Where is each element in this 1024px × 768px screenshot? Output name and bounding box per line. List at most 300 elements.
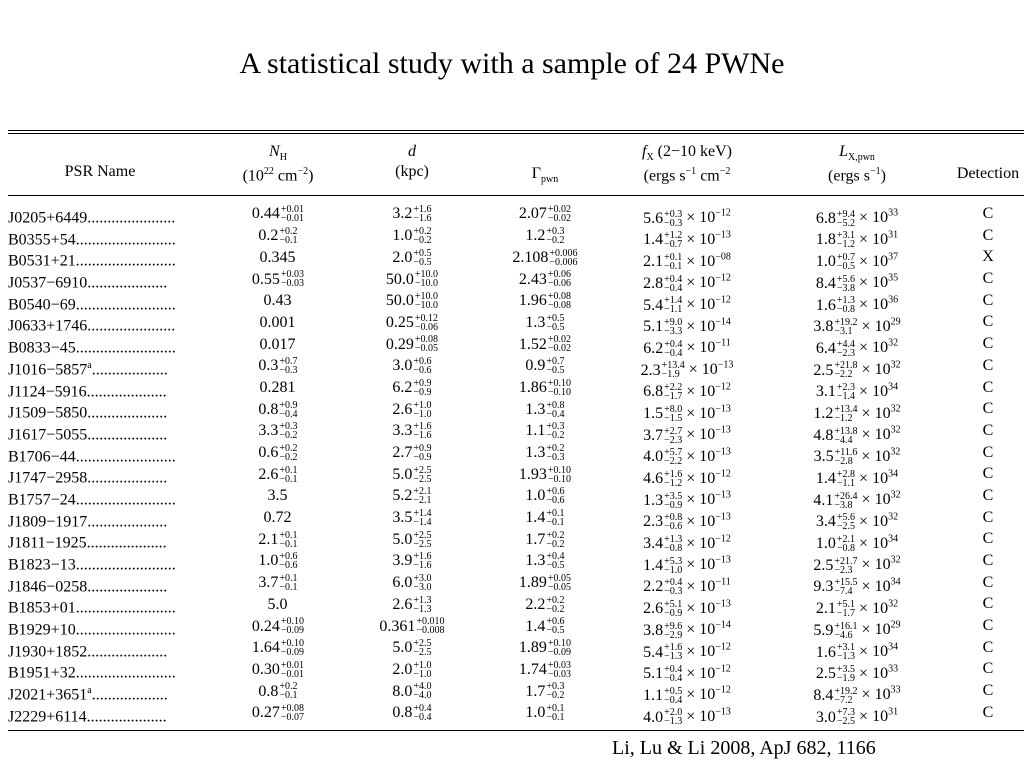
fx-power: × $10^{-14}$: [682, 316, 731, 335]
psr-name-cell: [8, 702, 198, 724]
gamma-error: [546, 422, 564, 440]
fx-value: 1.1: [643, 686, 664, 704]
fx-error-plus: +2.7: [664, 425, 683, 437]
lx-value: 1.4: [815, 470, 836, 488]
table-top-rule-double: [8, 133, 1024, 134]
psr-name: B0355+54: [8, 231, 76, 247]
fx-value: 2.1: [643, 253, 664, 271]
lx-value: 3.5: [813, 448, 834, 466]
fx-exponent: −13: [715, 403, 731, 415]
distance-error: [415, 314, 438, 332]
fx-exponent: −11: [715, 338, 731, 350]
lx-exponent: 29: [890, 620, 901, 632]
fx-error-minus: −0.9: [664, 608, 683, 620]
gamma-error-minus: −0.02: [547, 213, 572, 225]
distance-cell: [362, 528, 462, 550]
nh-error-plus: +0.1: [279, 529, 298, 541]
nh-error-minus: −0.1: [279, 582, 298, 594]
fx-cell: [612, 225, 762, 251]
header-lx-symbol: L: [839, 143, 848, 160]
distance-error-plus: +4.0: [413, 681, 432, 693]
fx-cell: [612, 507, 762, 533]
fx-error-minus: −2.9: [664, 629, 683, 641]
lx-cell: [782, 658, 932, 685]
gamma-error-minus: −0.03: [547, 668, 572, 680]
lx-error-plus: +16.1: [834, 620, 858, 632]
gamma-value: 1.89: [518, 639, 547, 657]
distance-cell: [362, 442, 462, 464]
distance-value: 50.0: [385, 270, 414, 288]
header-nh-unit-c: ): [308, 167, 314, 185]
fx-cell: [612, 311, 762, 338]
lx-power: × $10^{32}$: [857, 424, 901, 444]
lx-power: × $10^{32}$: [857, 555, 901, 574]
fx-error-minus: −0.3: [664, 586, 683, 598]
psr-name-cell: [8, 398, 198, 420]
distance-cell: [362, 377, 462, 399]
fx-exponent: −13: [715, 511, 731, 523]
distance-value: 5.0: [392, 465, 413, 483]
lx-error-minus: −2.5: [836, 521, 856, 533]
nh-error: [281, 639, 304, 657]
gamma-cell: [490, 246, 600, 268]
distance-cell: [362, 658, 462, 680]
lx-cell: [782, 398, 932, 424]
nh-cell: [228, 550, 328, 572]
distance-cell: [362, 420, 462, 442]
lx-cell: [782, 225, 932, 251]
table-row: [0, 246, 1024, 273]
fx-error-plus: +0.4: [664, 273, 683, 285]
gamma-error-minus: −0.10: [547, 386, 572, 398]
lx-exponent: 33: [888, 208, 899, 219]
fx-error-minus: −1.9: [661, 369, 680, 381]
nh-cell: [228, 377, 328, 399]
gamma-error-plus: +0.08: [547, 291, 572, 303]
nh-error-minus: −0.09: [280, 625, 305, 637]
fx-power: × $10^{-13}$: [682, 229, 731, 249]
nh-value: 0.017: [259, 335, 296, 353]
table-top-rule: [8, 130, 1024, 131]
distance-error-minus: −1.0: [413, 408, 432, 420]
distance-error: [413, 487, 431, 505]
nh-cell: [228, 680, 328, 702]
gamma-error-plus: +0.006: [549, 247, 578, 259]
gamma-cell: [490, 377, 600, 399]
lx-exponent: 34: [888, 641, 899, 653]
fx-exponent: −12: [715, 294, 731, 306]
nh-error-plus: +0.7: [279, 356, 298, 368]
lx-exponent: 29: [890, 316, 901, 328]
fx-exponent: −12: [715, 381, 731, 393]
distance-error-plus: +0.08: [414, 334, 439, 346]
gamma-error-minus: −0.08: [547, 300, 572, 312]
lx-error-plus: +3.1: [836, 230, 856, 242]
distance-value: 3.0: [392, 357, 413, 375]
detection-cell: C: [982, 421, 994, 439]
lx-value: 8.4: [815, 274, 836, 292]
fx-value: 3.7: [643, 426, 664, 444]
fx-power: × $10^{-13}$: [682, 555, 731, 574]
nh-error: [281, 704, 304, 722]
lx-power: × $10^{31}$: [855, 229, 899, 249]
distance-value: 0.8: [392, 704, 413, 722]
fx-power: × $10^{-13}$: [682, 598, 731, 617]
fx-cell: [612, 290, 762, 316]
distance-error-minus: −0.5: [413, 256, 432, 268]
lx-cell: [782, 268, 932, 294]
lx-error-minus: −7.4: [834, 586, 853, 598]
header-nh-unit-exp2: −2: [297, 166, 309, 177]
fx-value: 2.6: [643, 600, 664, 618]
detection-cell: C: [982, 270, 994, 288]
gamma-value: 1.4: [525, 617, 546, 635]
lx-error-plus: +5.6: [836, 512, 856, 524]
gamma-error: [546, 401, 564, 419]
gamma-value: 1.3: [525, 444, 546, 462]
gamma-cell: [490, 528, 600, 550]
fx-value: 1.4: [643, 556, 664, 574]
nh-error: [279, 401, 297, 419]
nh-error: [279, 531, 297, 549]
detection-cell: C: [982, 682, 994, 700]
gamma-value: 1.74: [518, 660, 547, 678]
distance-error-minus: −4.0: [413, 690, 432, 702]
distance-error: [413, 422, 431, 440]
table-row: [0, 420, 1024, 446]
lx-error-plus: +13.4: [834, 403, 858, 415]
distance-error-minus: −0.2: [413, 235, 432, 247]
lx-value: 3.0: [815, 708, 836, 726]
distance-value: 6.0: [392, 574, 413, 592]
fx-error-plus: +3.5: [664, 490, 683, 502]
fx-error-plus: +2.0: [664, 707, 683, 719]
nh-error-plus: +0.01: [280, 204, 305, 216]
lx-exponent: 32: [890, 424, 901, 436]
lx-exponent: 32: [888, 598, 899, 610]
fx-error-plus: +1.6: [664, 468, 683, 480]
lx-error-minus: −2.8: [834, 456, 853, 468]
fx-power: × $10^{-12}$: [682, 208, 731, 227]
distance-error-minus: −0.9: [413, 451, 432, 463]
nh-value: 3.7: [258, 574, 279, 592]
fx-power: × $10^{-14}$: [682, 620, 731, 639]
citation: Li, Lu & Li 2008, ApJ 682, 1166: [612, 737, 876, 759]
fx-error-minus: −2.2: [664, 456, 683, 468]
distance-error-plus: +0.010: [416, 616, 445, 628]
leader-dots: .........................: [75, 296, 176, 312]
lx-exponent: 32: [890, 359, 901, 371]
nh-value: 0.72: [263, 509, 292, 527]
table-row: [0, 225, 1024, 251]
fx-power: × $10^{-12}$: [682, 273, 731, 292]
gamma-value: 1.52: [518, 335, 547, 353]
psr-name: J1809−1917: [8, 512, 88, 529]
lx-exponent: 36: [888, 294, 899, 306]
distance-error-plus: +1.0: [413, 399, 432, 411]
distance-value: 1.0: [392, 227, 413, 245]
distance-error-plus: +1.3: [413, 594, 432, 606]
gamma-error-minus: −0.2: [546, 603, 565, 615]
gamma-value: 0.9: [525, 357, 546, 375]
psr-name-cell: [8, 463, 198, 485]
nh-error: [281, 205, 304, 223]
lx-error-minus: −2.2: [834, 369, 853, 381]
table-row: [0, 355, 1024, 381]
gamma-value: 1.7: [525, 682, 546, 700]
leader-dots: .........................: [75, 556, 176, 572]
lx-power: × $10^{32}$: [855, 338, 899, 357]
gamma-error-minus: −0.02: [547, 343, 572, 355]
nh-value: 0.8: [258, 682, 279, 700]
table-row: [0, 528, 1024, 554]
nh-error-plus: +0.2: [279, 681, 298, 693]
lx-error-minus: −1.7: [836, 608, 856, 620]
leader-dots: .........................: [75, 447, 176, 464]
lx-exponent: 33: [890, 685, 901, 697]
distance-error-minus: −1.6: [413, 560, 432, 572]
fx-power: × $10^{-13}$: [682, 706, 731, 726]
lx-power: × $10^{34}$: [857, 576, 901, 596]
nh-value: 0.2: [258, 227, 279, 245]
nh-error-plus: +0.10: [280, 638, 305, 650]
gamma-value: 1.0: [525, 487, 546, 505]
gamma-error-plus: +0.02: [547, 334, 572, 346]
psr-name-cell: [8, 507, 198, 529]
lx-error-plus: +4.4: [836, 338, 856, 350]
distance-cell: [362, 398, 462, 420]
distance-error-plus: +0.2: [413, 226, 432, 238]
distance-error-plus: +2.5: [413, 529, 432, 541]
lx-exponent: 32: [890, 489, 901, 501]
gamma-error-minus: −0.5: [546, 560, 565, 572]
gamma-error-minus: −0.2: [546, 538, 565, 550]
gamma-error-minus: −0.5: [546, 365, 565, 377]
distance-error-minus: −1.6: [413, 430, 432, 442]
gamma-error: [546, 531, 564, 549]
fx-error-plus: +2.2: [664, 382, 683, 394]
gamma-error-plus: +0.6: [546, 486, 565, 498]
fx-cell: [612, 420, 762, 446]
fx-exponent: −13: [715, 706, 731, 718]
nh-error: [281, 617, 304, 635]
distance-error-plus: +1.6: [413, 204, 432, 216]
gamma-error-minus: −0.1: [546, 712, 565, 724]
detection-cell: C: [982, 595, 994, 613]
psr-note-mark: a: [87, 359, 92, 371]
nh-value: 0.345: [259, 248, 296, 266]
lx-error-plus: +21.7: [834, 555, 858, 567]
fx-exponent: −13: [717, 359, 734, 371]
distance-error-plus: +10.0: [414, 269, 439, 281]
header-nh-unit-exp1: 22: [263, 166, 274, 177]
distance-value: 2.0: [392, 660, 413, 678]
nh-value: 0.001: [259, 313, 296, 331]
psr-name-cell: [8, 268, 198, 290]
lx-error-minus: −2.3: [834, 564, 853, 576]
fx-cell: [612, 355, 762, 381]
detection-cell: C: [982, 703, 994, 721]
nh-value: 3.5: [267, 487, 288, 505]
lx-error: [837, 708, 855, 726]
psr-name-cell: [8, 377, 198, 399]
fx-error-plus: +0.1: [664, 252, 683, 264]
nh-cell: [228, 203, 328, 225]
leader-dots: ....................: [87, 643, 168, 659]
psr-name: J1124−5916: [8, 382, 87, 399]
fx-power: × $10^{-13}$: [682, 489, 731, 509]
gamma-cell: [490, 572, 600, 594]
fx-error-minus: −0.4: [664, 347, 683, 359]
lx-error-minus: −4.6: [834, 629, 853, 641]
nh-value: 0.24: [251, 617, 280, 635]
nh-error-plus: +0.03: [280, 269, 305, 281]
gamma-cell: [490, 290, 600, 312]
nh-error: [281, 661, 304, 679]
detection-cell: C: [982, 465, 994, 483]
gamma-error-plus: +0.3: [546, 226, 565, 238]
nh-error-minus: −0.09: [280, 647, 305, 659]
nh-cell: [228, 442, 328, 464]
psr-name: J1811−1925: [8, 534, 87, 550]
lx-exponent: 33: [888, 663, 899, 675]
psr-name: B1706−44: [8, 447, 76, 464]
distance-error: [413, 401, 431, 419]
fx-value: 3.8: [643, 621, 664, 639]
fx-error-plus: +0.8: [664, 512, 683, 524]
fx-power: × $10^{-13}$: [682, 446, 731, 465]
detection-cell: C: [982, 660, 994, 678]
table-row: [0, 680, 1024, 706]
detection-cell: C: [982, 335, 994, 353]
gamma-error-plus: +0.6: [546, 616, 565, 628]
lx-power: × $10^{32}$: [857, 403, 901, 422]
distance-error: [413, 704, 431, 722]
detection-cell: C: [982, 573, 994, 591]
detection-cell: C: [982, 617, 994, 635]
psr-name: J1509−5850: [8, 404, 88, 420]
gamma-error-plus: +0.2: [546, 529, 565, 541]
distance-error: [416, 617, 444, 635]
psr-name: J0537−6910: [8, 274, 88, 290]
nh-value: 0.55: [251, 270, 280, 288]
distance-error-minus: −1.0: [413, 668, 432, 680]
detection-cell: C: [982, 313, 994, 331]
distance-cell: [362, 615, 462, 637]
fx-error-minus: −1.5: [664, 412, 683, 424]
gamma-cell: [490, 507, 600, 529]
distance-error: [413, 661, 431, 679]
gamma-error-plus: +0.7: [546, 356, 565, 368]
table-row: [0, 485, 1024, 511]
distance-error: [413, 357, 431, 375]
lx-error-minus: −1.9: [836, 673, 856, 685]
psr-name-cell: [8, 420, 198, 442]
lx-value: 3.1: [815, 383, 836, 401]
fx-value: 5.1: [643, 318, 664, 336]
lx-cell: [782, 615, 932, 641]
distance-error: [413, 531, 431, 549]
distance-error: [413, 444, 431, 462]
nh-error-minus: −0.3: [279, 365, 298, 377]
fx-exponent: −14: [715, 620, 731, 632]
nh-value: 1.0: [258, 552, 279, 570]
psr-name-cell: [8, 615, 198, 637]
gamma-cell: [490, 637, 600, 659]
nh-cell: [228, 507, 328, 529]
distance-cell: [362, 225, 462, 247]
fx-exponent: −13: [715, 555, 731, 566]
distance-error-plus: +2.5: [413, 464, 432, 476]
gamma-value: 1.3: [525, 313, 546, 331]
distance-error-plus: +0.9: [413, 442, 432, 454]
lx-error-plus: +21.8: [834, 360, 858, 372]
distance-error: [413, 552, 431, 570]
distance-error-plus: +10.0: [414, 291, 439, 303]
table-header-rule: [8, 195, 1024, 196]
leader-dots: .........................: [75, 621, 176, 637]
nh-cell: [228, 333, 328, 355]
lx-power: × $10^{32}$: [855, 598, 899, 617]
gamma-error-minus: −0.6: [546, 495, 565, 507]
lx-cell: [782, 333, 932, 359]
gamma-error: [546, 682, 564, 700]
gamma-value: 1.3: [525, 400, 546, 418]
detection-cell: C: [982, 291, 994, 309]
fx-error-plus: +0.4: [664, 338, 683, 350]
lx-error-minus: −5.2: [836, 217, 856, 229]
distance-error: [415, 292, 438, 310]
fx-value: 4.0: [643, 708, 664, 726]
fx-error-plus: +9.0: [664, 317, 683, 329]
detection-cell: C: [982, 552, 994, 569]
header-d: [362, 142, 462, 182]
gamma-error: [546, 617, 564, 635]
fx-exponent: −13: [715, 489, 731, 501]
gamma-error-minus: −0.1: [546, 516, 565, 528]
lx-error-plus: +2.3: [836, 382, 856, 394]
header-nh-unit-a: (10: [242, 167, 264, 185]
lx-error-plus: +2.1: [836, 533, 856, 545]
nh-cell: [228, 463, 328, 485]
distance-error-minus: −2.5: [413, 647, 432, 659]
distance-value: 5.0: [392, 530, 413, 548]
gamma-error-minus: −0.3: [546, 451, 565, 463]
fx-value: 2.3: [643, 513, 664, 531]
lx-error-plus: +11.6: [834, 447, 858, 459]
lx-value: 1.6: [815, 296, 836, 314]
psr-name-cell: [8, 485, 198, 507]
fx-value: 4.0: [643, 448, 664, 466]
leader-dots: ....................: [87, 469, 168, 485]
lx-value: 9.3: [813, 578, 834, 596]
psr-name-cell: [8, 246, 198, 268]
psr-name-cell: [8, 680, 198, 702]
lx-cell: [782, 702, 932, 728]
lx-error-minus: −0.8: [836, 304, 856, 316]
distance-error: [413, 509, 431, 527]
fx-exponent: −13: [715, 598, 731, 610]
fx-cell: [612, 550, 762, 576]
distance-error-plus: +0.4: [413, 703, 432, 715]
table-bottom-rule: [8, 730, 1024, 731]
fx-value: 5.1: [643, 665, 664, 683]
nh-error-minus: −0.2: [279, 430, 298, 442]
gamma-error: [548, 270, 571, 288]
lx-error-plus: +19.2: [834, 685, 858, 697]
gamma-error-minus: −0.06: [547, 278, 572, 290]
gamma-error: [546, 444, 564, 462]
